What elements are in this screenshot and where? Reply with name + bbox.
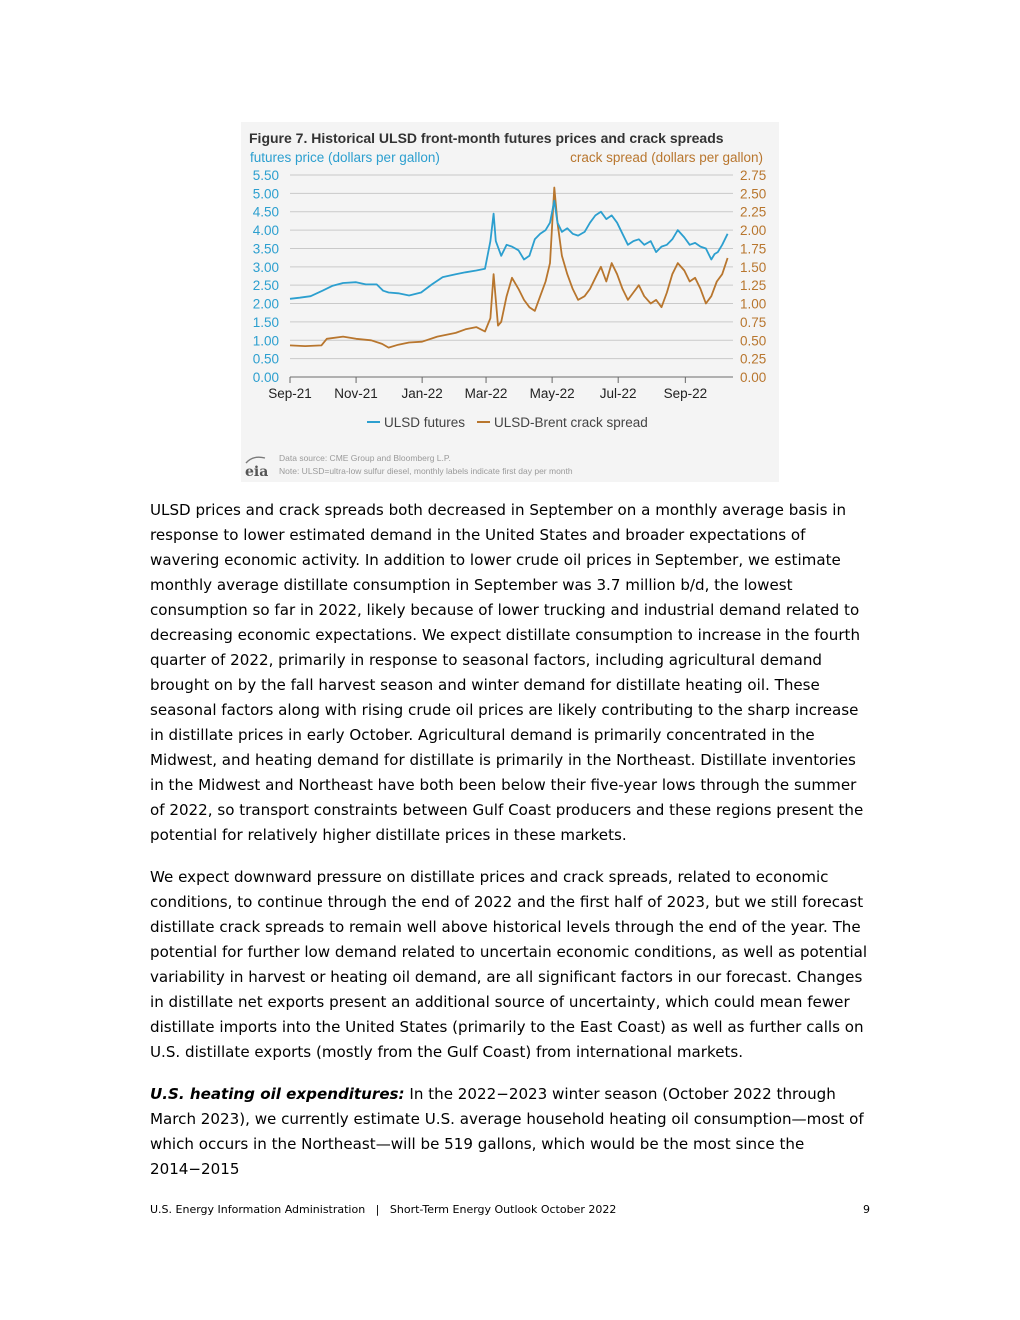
eia-logo-icon <box>245 457 268 480</box>
left-tick-label: 2.00 <box>252 296 279 312</box>
eia-logo-text: eia <box>245 464 269 480</box>
right-tick-label: 1.25 <box>740 278 767 294</box>
right-tick-label: 0.50 <box>740 333 767 349</box>
right-tick-label: 2.00 <box>740 223 767 239</box>
left-tick-label: 2.50 <box>252 278 279 294</box>
right-axis-label: crack spread (dollars per gallon) <box>570 150 763 165</box>
left-tick-label: 5.50 <box>252 168 279 183</box>
legend-label-futures: ULSD futures <box>384 415 466 430</box>
left-tick-label: 5.00 <box>252 186 279 202</box>
right-tick-label: 1.75 <box>740 241 767 257</box>
left-tick-label: 4.00 <box>252 223 279 239</box>
figure-title: Figure 7. Historical ULSD front-month futures prices and crack spreads <box>249 130 724 146</box>
right-axis-ticks <box>740 168 766 385</box>
data-source: Data source: CME Group and Bloomberg L.P. <box>279 453 451 463</box>
x-tick-label: May-22 <box>529 386 575 401</box>
paragraph-3-text: In the 2022−2023 winter season (October 2022 through March 2023), we currently estimate U.S. average household heating oil consumption—most of which occurs in the Northeast—will be 519 gallons, which would be the most since the 2014−2015 <box>150 1085 864 1178</box>
left-tick-label: 1.00 <box>252 333 279 349</box>
paragraph-1: ULSD prices and crack spreads both decreased in September on a monthly average basis in response to lower estimated demand in the United States and broader expectations of wavering economic activity. In addition to lower crude oil prices in September, we estimate monthly average distillate consumption in September was 3.7 million b/d, the lowest consumption so far in 2022, likely because of lower trucking and industrial demand related to decreasing economic expectations. We expect distillate consumption to increase in the fourth quarter of 2022, primarily in response to seasonal factors, including agricultural demand brought on by the fall harvest season and winter demand for distillate heating oil. These seasonal factors along with rising crude oil prices are likely contributing to the sharp increase in distillate prices in early October. Agricultural demand is primarily concentrated in the Midwest, and heating demand for distillate is primarily in the Northeast. Distillate inventories in the Midwest and Northeast have both been below their five-year lows through the summer of 2022, so transport constraints between Gulf Coast producers and these regions present the potential for relatively higher distillate prices in these markets. <box>150 501 864 844</box>
chart-note: Note: ULSD=ultra-low sulfur diesel, monthly labels indicate first day per month <box>279 466 573 476</box>
x-tick-label: Jul-22 <box>599 386 637 401</box>
x-tick-label: Nov-21 <box>334 386 378 401</box>
gridlines <box>290 175 733 377</box>
x-tick-label: Mar-22 <box>464 386 508 401</box>
left-axis-label: futures price (dollars per gallon) <box>250 150 440 165</box>
right-tick-label: 2.75 <box>740 168 767 183</box>
right-tick-label: 0.25 <box>740 351 767 367</box>
right-tick-label: 0.00 <box>740 370 767 385</box>
left-tick-label: 0.00 <box>252 370 279 385</box>
page-number: 9 <box>863 1203 870 1216</box>
right-tick-label: 2.25 <box>740 204 767 220</box>
left-tick-label: 3.50 <box>252 241 279 257</box>
left-axis-ticks <box>253 168 279 385</box>
x-tick-label: Sep-22 <box>663 386 708 401</box>
series-line-ulsd-futures <box>290 201 728 299</box>
right-tick-label: 2.50 <box>740 186 767 202</box>
right-tick-label: 0.75 <box>740 314 767 330</box>
chart-svg <box>241 122 779 482</box>
footer-publication: U.S. Energy Information Administration | Short-Term Energy Outlook October 2022 <box>150 1203 617 1216</box>
legend <box>367 415 648 430</box>
paragraph-3 <box>150 1082 870 1182</box>
heating-oil-expenditures-heading: U.S. heating oil expenditures: <box>150 1085 405 1103</box>
x-axis <box>268 377 707 401</box>
left-tick-label: 4.50 <box>252 204 279 220</box>
right-tick-label: 1.00 <box>740 296 767 312</box>
paragraph-2: We expect downward pressure on distillate prices and crack spreads, related to economic conditions, to continue through the end of 2022 and the first half of 2023, but we still forecast distillate crack spreads to remain well above historical levels through the end of the year. The potential for further low demand related to uncertain economic conditions, as well as potential variability in harvest or heating oil demand, are all significant factors in our forecast. Changes in distillate net exports present an additional source of uncertainty, which could mean fewer distillate imports into the United States (primarily to the East Coast) as well as further calls on U.S. distillate exports (mostly from the Gulf Coast) from international markets. <box>150 868 868 1061</box>
x-tick-label: Sep-21 <box>268 386 312 401</box>
left-tick-label: 1.50 <box>252 314 279 330</box>
x-tick-label: Jan-22 <box>401 386 443 401</box>
legend-label-crack: ULSD-Brent crack spread <box>494 415 648 430</box>
figure-7 <box>241 122 779 482</box>
left-tick-label: 3.00 <box>252 259 279 275</box>
right-tick-label: 1.50 <box>740 259 767 275</box>
left-tick-label: 0.50 <box>252 351 279 367</box>
